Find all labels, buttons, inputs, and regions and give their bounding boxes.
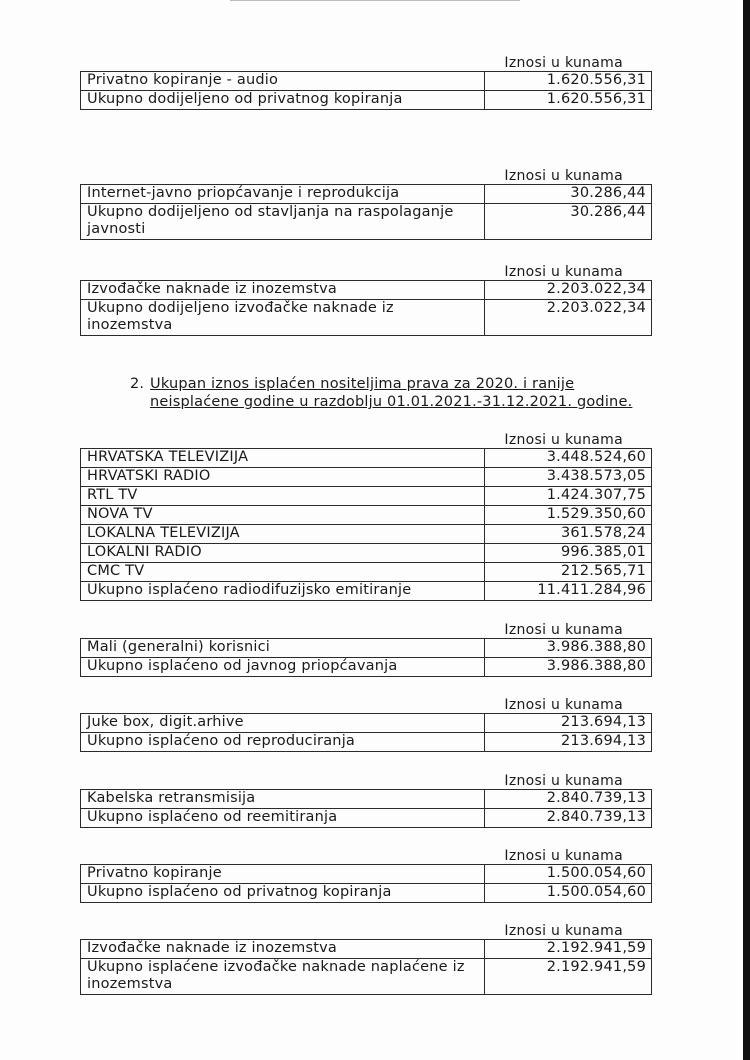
row-amount: 30.286,44 [485, 204, 652, 240]
amount-column-header: Iznosi u kunama [504, 773, 623, 789]
table-row [81, 506, 652, 525]
amount-table [80, 638, 652, 677]
row-amount: 2.840.739,13 [485, 809, 652, 828]
table-private-copying [80, 848, 652, 903]
table-row [81, 940, 652, 959]
table-retransmission [80, 773, 652, 828]
row-amount: 212.565,71 [485, 563, 652, 582]
row-label: Ukupno dodijeljeno od privatnog kopiranja [81, 91, 485, 110]
row-amount: 1.620.556,31 [485, 91, 652, 110]
table-foreign-performer-fees [80, 264, 652, 336]
row-label: LOKALNA TELEVIZIJA [81, 525, 485, 544]
section-number: 2. [130, 376, 145, 392]
row-label: NOVA TV [81, 506, 485, 525]
table-row [81, 185, 652, 204]
page-top-rule [230, 0, 520, 1]
row-label: Izvođačke naknade iz inozemstva [81, 940, 485, 959]
row-label: Juke box, digit.arhive [81, 714, 485, 733]
row-amount: 11.411.284,96 [485, 582, 652, 601]
row-amount: 1.529.350,60 [485, 506, 652, 525]
amount-column-header: Iznosi u kunama [504, 848, 623, 864]
row-label: Internet-javno priopćavanje i reprodukcija [81, 185, 485, 204]
row-label: Ukupno isplaćeno od javnog priopćavanja [81, 658, 485, 677]
row-label: Izvođačke naknade iz inozemstva [81, 281, 485, 300]
row-amount: 2.203.022,34 [485, 300, 652, 336]
amount-table [80, 939, 652, 995]
table-row [81, 300, 652, 336]
table-private-copying-audio [80, 55, 652, 110]
table-row [81, 72, 652, 91]
row-label: Ukupno isplaćeno od reemitiranja [81, 809, 485, 828]
table-row [81, 884, 652, 903]
row-label: Ukupno isplaćeno od reproduciranja [81, 733, 485, 752]
table-public-communication [80, 622, 652, 677]
row-label: Ukupno isplaćeno od privatnog kopiranja [81, 884, 485, 903]
table-row [81, 733, 652, 752]
amount-table [80, 789, 652, 828]
amount-table [80, 280, 652, 336]
section-heading-line-2: neisplaćene godine u razdoblju 01.01.2021.-31.12.2021. godine. [150, 394, 633, 410]
section-2-heading [130, 375, 670, 411]
amount-column-header: Iznosi u kunama [504, 923, 623, 939]
row-amount: 1.620.556,31 [485, 72, 652, 91]
row-label: Ukupno dodijeljeno od stavljanja na raspolaganje javnosti [81, 204, 485, 240]
table-row [81, 487, 652, 506]
row-label: Ukupno isplaćeno radiodifuzijsko emitiranje [81, 582, 485, 601]
row-amount: 361.578,24 [485, 525, 652, 544]
table-row [81, 544, 652, 563]
table-row [81, 281, 652, 300]
row-label: CMC TV [81, 563, 485, 582]
amount-column-header: Iznosi u kunama [504, 622, 623, 638]
row-amount: 30.286,44 [485, 185, 652, 204]
table-row [81, 959, 652, 995]
table-row [81, 468, 652, 487]
table-row [81, 714, 652, 733]
row-amount: 1.500.054,60 [485, 884, 652, 903]
row-label: Ukupno dodijeljeno izvođačke naknade iz inozemstva [81, 300, 485, 336]
table-row [81, 639, 652, 658]
row-amount: 2.192.941,59 [485, 940, 652, 959]
amount-column-header: Iznosi u kunama [504, 432, 623, 448]
amount-table [80, 184, 652, 240]
amount-column-header: Iznosi u kunama [504, 168, 623, 184]
table-reproduction [80, 697, 652, 752]
row-label: HRVATSKI RADIO [81, 468, 485, 487]
row-amount: 1.424.307,75 [485, 487, 652, 506]
row-amount: 213.694,13 [485, 714, 652, 733]
row-label: Ukupno isplaćene izvođačke naknade naplaćene iz inozemstva [81, 959, 485, 995]
row-amount: 2.192.941,59 [485, 959, 652, 995]
table-row [81, 865, 652, 884]
table-row [81, 525, 652, 544]
row-label: Kabelska retransmisija [81, 790, 485, 809]
table-row [81, 449, 652, 468]
row-amount: 996.385,01 [485, 544, 652, 563]
scan-edge [743, 0, 750, 1060]
row-amount: 213.694,13 [485, 733, 652, 752]
row-label: LOKALNI RADIO [81, 544, 485, 563]
row-label: Privatno kopiranje - audio [81, 72, 485, 91]
amount-table [80, 864, 652, 903]
row-amount: 3.986.388,80 [485, 639, 652, 658]
row-amount: 3.448.524,60 [485, 449, 652, 468]
row-amount: 1.500.054,60 [485, 865, 652, 884]
table-row [81, 809, 652, 828]
table-row [81, 582, 652, 601]
amount-table [80, 713, 652, 752]
row-amount: 2.203.022,34 [485, 281, 652, 300]
table-foreign-fees-paid [80, 923, 652, 995]
row-amount: 2.840.739,13 [485, 790, 652, 809]
row-amount: 3.986.388,80 [485, 658, 652, 677]
amount-column-header: Iznosi u kunama [504, 697, 623, 713]
table-row [81, 204, 652, 240]
amount-table [80, 448, 652, 601]
table-internet-public [80, 168, 652, 240]
amount-table [80, 71, 652, 110]
amount-column-header: Iznosi u kunama [504, 55, 623, 71]
table-row [81, 91, 652, 110]
section-heading-line-1: Ukupan iznos isplaćen nositeljima prava za 2020. i ranije [150, 376, 575, 392]
amount-column-header: Iznosi u kunama [504, 264, 623, 280]
row-label: HRVATSKA TELEVIZIJA [81, 449, 485, 468]
table-row [81, 658, 652, 677]
row-label: Mali (generalni) korisnici [81, 639, 485, 658]
table-row [81, 563, 652, 582]
row-label: RTL TV [81, 487, 485, 506]
table-broadcasting [80, 432, 652, 601]
row-amount: 3.438.573,05 [485, 468, 652, 487]
row-label: Privatno kopiranje [81, 865, 485, 884]
table-row [81, 790, 652, 809]
